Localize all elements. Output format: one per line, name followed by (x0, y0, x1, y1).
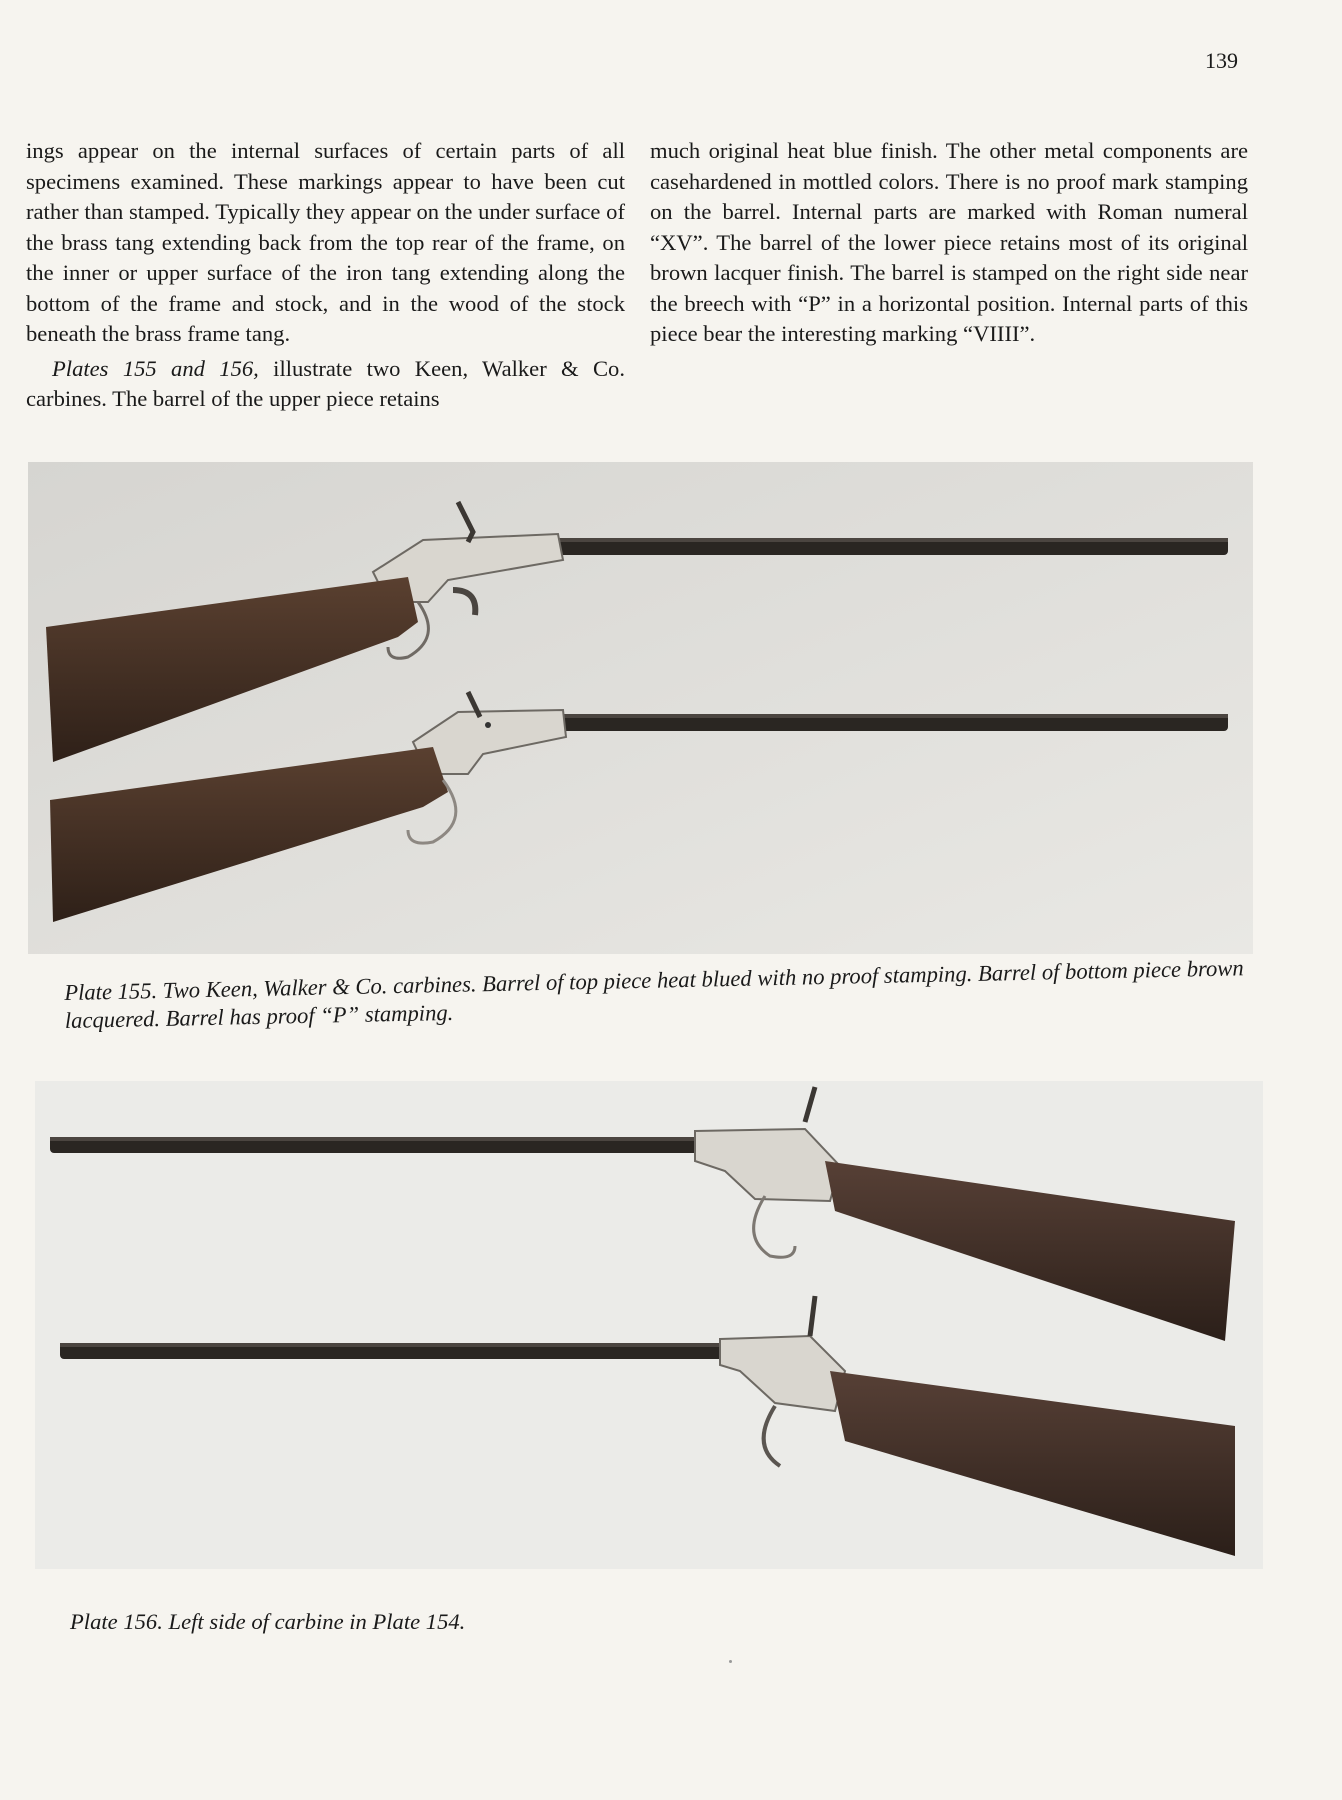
right-paragraph-1: much original heat blue finish. The other metal components are casehardened in mottled colors. There is no proof mark stamping on the barrel. Internal parts are marked with Roman numeral “XV”. The barrel of the lower piece retains most of its original brown lacquer finish. The barrel is stamped on the right side near the breech with “P” in a horizontal position. Internal parts of this piece bear the interesting marking “VIIII”. (650, 138, 1248, 346)
page-number: 139 (1205, 48, 1238, 73)
plate-155-photo (28, 462, 1253, 954)
plates-reference: Plates 155 and 156, (52, 355, 259, 381)
plate-155-caption: Plate 155. Two Keen, Walker & Co. carbines. Barrel of top piece heat blued with no proof stamping. Barrel of bottom piece brown lacquered. Barrel has proof “P” stamping. (64, 955, 1244, 1033)
paper-speck (729, 1660, 732, 1663)
left-paragraph-2 (26, 354, 625, 415)
plate-156-caption: Plate 156. Left side of carbine in Plate 154. (70, 1609, 466, 1634)
right-column (650, 136, 1248, 350)
left-column (26, 136, 625, 415)
left-paragraph-1: ings appear on the internal surfaces of certain parts of all specimens examined. These markings appear to have been cut rather than stamped. Typically they appear on the under surface of the brass tang extending back from the top rear of the frame, on the inner or upper surface of the iron tang extending along the bottom of the frame and stock, and in the wood of the stock beneath the brass frame tang. (26, 138, 625, 346)
plate-156-photo (35, 1081, 1263, 1569)
left-paragraph-2-text: illustrate two Keen, Walker & Co. carbines. The barrel of the upper piece retains (26, 355, 625, 411)
